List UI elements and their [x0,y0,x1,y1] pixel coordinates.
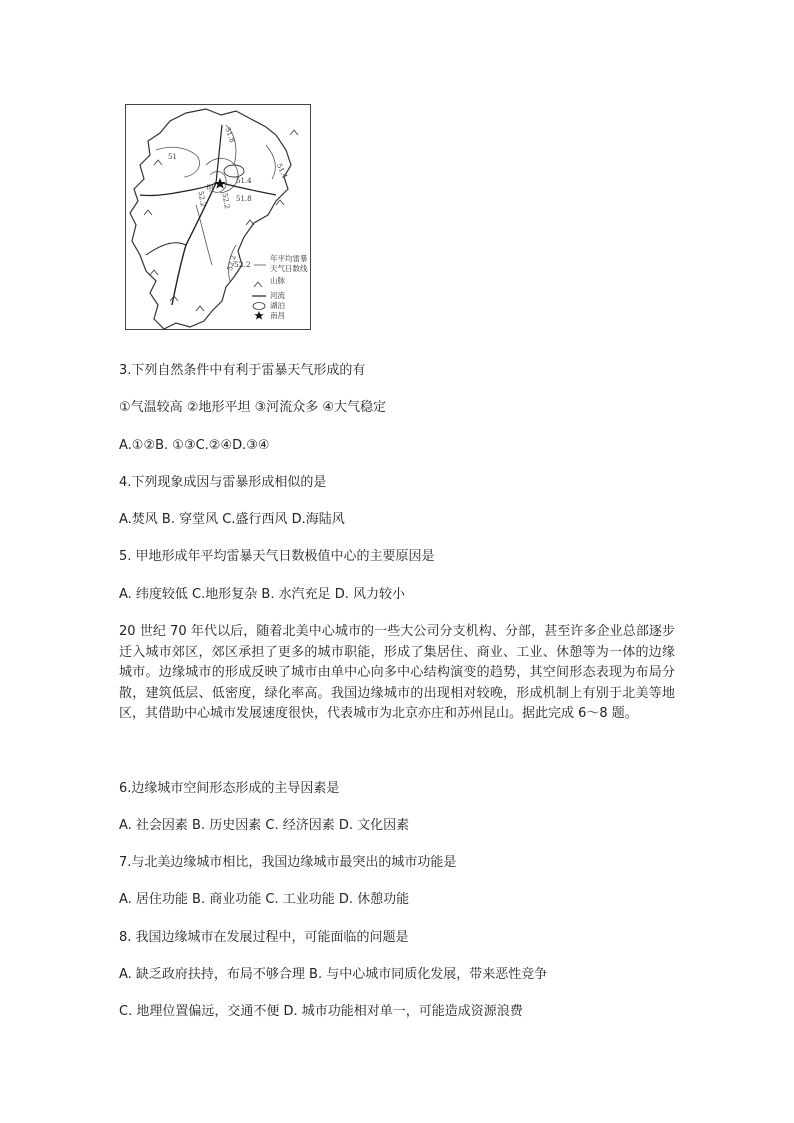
legend-lake-sample [253,303,265,310]
isoline-label-51-4: 51.4 [274,162,289,180]
q5-stem: 5. 甲地形成年平均雷暴天气日数极值中心的主要原因是 [119,549,435,564]
q8-options-ab: A. 缺乏政府扶持，布局不够合理 B. 与中心城市同质化发展，带来恶性竞争 [119,967,548,982]
q3-stem: 3.下列自然条件中有利于雷暴天气形成的有 [119,363,366,378]
q6-options: A. 社会因素 B. 历史因素 C. 经济因素 D. 文化因素 [119,818,410,833]
isoline-label-51-4-b: 51.4 [236,177,252,185]
legend-isoline-value: 52.2 [234,260,251,269]
legend-isoline: 年平均雷暴天气日数线 [270,254,308,273]
river-north [216,125,222,183]
q4-options: A.焚风 B. 穿堂风 C.盛行西风 D.海陆风 [119,512,345,527]
legend-city: 南昌 [270,311,285,320]
q6-stem: 6.边缘城市空间形态形成的主导因素是 [119,781,340,796]
isoline-label-52-2-c: 52.2 [225,254,238,272]
isoline-51 [156,147,200,177]
q3-options: A.①②B. ①③C.②④D.③④ [119,438,270,453]
q5-options: A. 纬度较低 C.地形复杂 B. 水汽充足 D. 风力较小 [119,587,405,602]
q3-items: ①气温较高 ②地形平坦 ③河流众多 ④大气稳定 [119,400,387,415]
river-main [172,183,216,305]
legend-mountain: 山脉 [270,276,285,285]
isoline-52-2-b [196,205,212,265]
isoline-label-52-2-a: 52.2 [196,190,208,208]
thunderstorm-map [125,104,311,330]
q7-stem: 7.与北美边缘城市相比，我国边缘城市最突出的城市功能是 [119,855,457,870]
q4-stem: 4.下列现象成因与雷暴形成相似的是 [119,475,327,490]
isoline-label-51-8: 51.8 [223,126,237,144]
lake-shape [224,165,244,177]
reading-passage: 20 世纪 70 年代以后，随着北美中心城市的一些大公司分支机构、分部，甚至许多企业总部逐步迁入城市郊区，郊区承担了更多的城市职能，形成了集居住、商业、工业、休憩等为一体的边缘城市。边缘城市的形成反映了城市由单中心向多中心结构演变的趋势，其空间形态表现为布局分散，建筑低层、低密度，绿化率高。我国边缘城市的出现相对较晚，形成机制上有别于北美等地区，其借助中心城市发展速度很快，代表城市为北京亦庄和苏州昆山。据此完成 6～8 题。 [119,624,675,721]
legend-city-star [254,311,264,320]
q8-stem: 8. 我国边缘城市在发展过程中，可能面临的问题是 [119,930,409,945]
legend-river: 河流 [270,291,285,300]
place-label-jia: 甲 [206,184,214,193]
isoline-label-51: 51 [168,153,177,161]
isoline-label-52-2-b: 52.2 [220,192,232,210]
river-sw [146,243,186,255]
isoline-label-51-8-b: 51.8 [236,195,252,203]
q7-options: A. 居住功能 B. 商业功能 C. 工业功能 D. 休憩功能 [119,892,410,907]
legend-mountain-sample [254,282,262,287]
q8-options-cd: C. 地理位置偏远，交通不便 D. 城市功能相对单一，可能造成资源浪费 [119,1004,523,1019]
isoline-51-4 [266,145,275,179]
province-outline [130,109,291,329]
legend-lake: 湖泊 [270,301,285,310]
